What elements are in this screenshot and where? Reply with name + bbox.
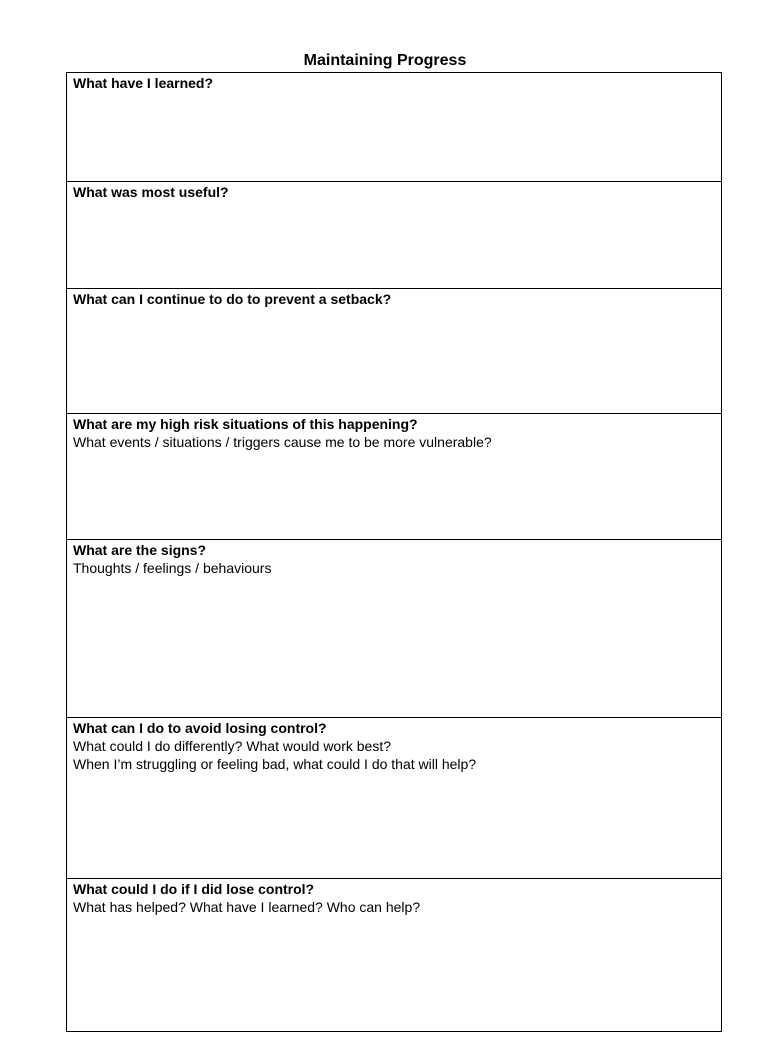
section-avoid-losing-control[interactable] [67,717,721,878]
page-title: Maintaining Progress [303,52,467,69]
section-high-risk-situations[interactable] [67,413,721,539]
section-prompt: What has helped? What have I learned? Who can help? [73,899,421,915]
section-prompt: Thoughts / feelings / behaviours [73,560,272,576]
section-heading: What are my high risk situations of this happening? [73,416,418,432]
section-heading: What can I continue to do to prevent a setback? [73,291,392,307]
section-prevent-setback[interactable] [67,288,721,413]
section-heading: What have I learned? [73,75,214,91]
section-heading: What are the signs? [73,542,207,558]
section-prompt: What events / situations / triggers cause me to be more vulnerable? [73,434,492,450]
section-if-lose-control[interactable] [67,878,721,1038]
section-signs[interactable] [67,539,721,717]
section-what-learned[interactable] [67,73,721,181]
worksheet-table [66,72,722,1032]
section-heading: What could I do if I did lose control? [73,881,315,897]
section-heading: What can I do to avoid losing control? [73,720,327,736]
section-prompt: When I’m struggling or feeling bad, what could I do that will help? [73,756,477,772]
section-most-useful[interactable] [67,181,721,288]
section-heading: What was most useful? [73,184,229,200]
section-prompt: What could I do differently? What would work best? [73,738,392,754]
